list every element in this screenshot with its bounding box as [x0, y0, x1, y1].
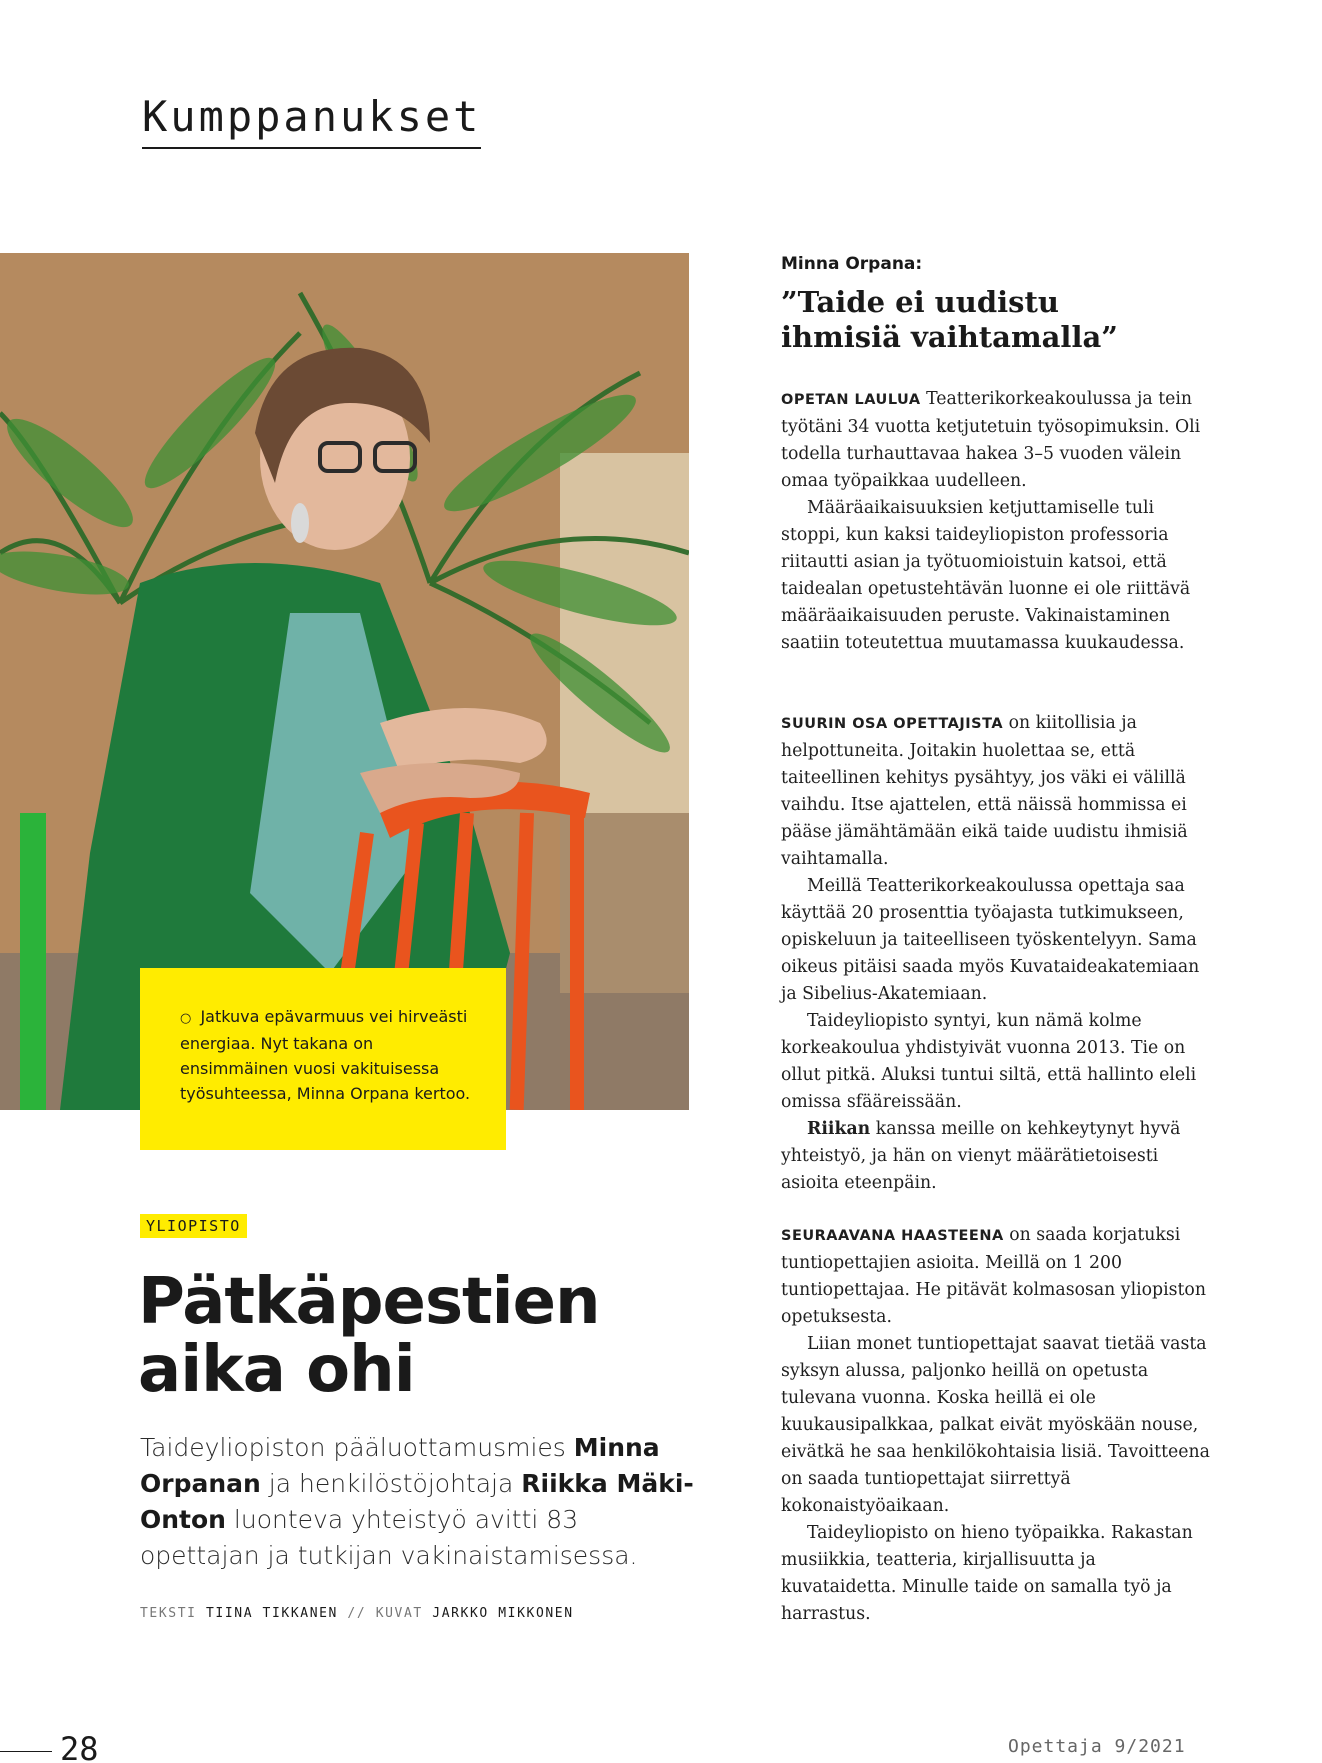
interview-block — [781, 1222, 1211, 1628]
paragraph-text: Teatterikorkeakoulussa ja tein työtäni 34 vuotta ketjutetuin työsopimuksin. Oli todella turhauttavaa hakea 3–5 vuoden välein omaa työpaikkaa uudelleen. — [781, 389, 1201, 491]
lead-in: SUURIN OSA OPETTAJISTA — [781, 716, 1004, 732]
body-paragraph — [781, 710, 1211, 873]
headline-line: Pätkäpestien — [138, 1265, 600, 1339]
byline — [140, 1606, 574, 1621]
section-title: Kumppanukset — [142, 92, 481, 149]
body-paragraph: Taideyliopisto on hieno työpaikka. Rakastan musiikkia, teatteria, kirjallisuutta ja kuvataidetta. Minulle taide on samalla työ ja harrastus. — [781, 1523, 1193, 1624]
byline-text-label: TEKSTI — [140, 1606, 206, 1621]
caption-bullet-icon: ○ — [180, 1011, 192, 1026]
interviewee-name: Minna Orpana: — [781, 254, 923, 274]
byline-separator: // — [337, 1606, 376, 1621]
byline-photo-label: KUVAT — [375, 1606, 433, 1621]
lead-in: SEURAAVANA HAASTEENA — [781, 1228, 1004, 1244]
page-number-rule — [0, 1751, 52, 1752]
lead-in: OPETAN LAULUA — [781, 392, 921, 408]
person-name: Riikan — [807, 1119, 871, 1139]
interview-block — [781, 710, 1211, 1197]
photo-caption — [180, 1004, 472, 1106]
headline-line: aika ohi — [138, 1333, 415, 1407]
interview-column — [781, 253, 1211, 1624]
body-paragraph: Liian monet tuntiopettajat saavat tietää vasta syksyn alussa, paljonko heillä on opetusta tulevana vuonna. Koska heillä ei ole kuukausipalkkaa, palkat eivät myöskään nouse, eivätkä he saa henkilökohtaisia lisiä. Tavoitteena on saada tuntiopettajat siirrettyä kokonaistyöaikaan. — [781, 1334, 1210, 1516]
magazine-issue: Opettaja 9/2021 — [1008, 1736, 1186, 1757]
paragraph-text: kanssa meille on kehkeytynyt hyvä yhteistyö, ja hän on vienyt määrätietoisesti asioita eteenpäin. — [781, 1119, 1181, 1193]
caption-text: Jatkuva epävarmuus vei hirveästi energiaa. Nyt takana on ensimmäinen vuosi vakituisessa työsuhteessa, Minna Orpana kertoo. — [180, 1007, 471, 1103]
byline-photographer: JARKKO MIKKONEN — [432, 1606, 574, 1621]
photo-caption-box — [140, 968, 506, 1150]
ingress-person-name: Riikka Mäki-Onton — [140, 1469, 694, 1534]
body-paragraph — [781, 1222, 1211, 1331]
body-paragraph: Määräaikaisuuksien ketjuttamiselle tuli stoppi, kun kaksi taideyliopiston professoria riitautti asian ja työtuomioistuin katsoi, että taidealan opetustehtävän luonne ei ole riittävä määräaikaisuuden peruste. Vakinaistaminen saatiin toteutettua muutamassa kuukaudessa. — [781, 498, 1191, 653]
body-paragraph — [781, 386, 1211, 495]
ingress-text: ja henkilöstöjohtaja — [260, 1469, 522, 1498]
interview-block — [781, 386, 1211, 657]
article-headline — [138, 1265, 658, 1407]
category-tag: YLIOPISTO — [140, 1214, 247, 1238]
body-paragraph: Taideyliopisto syntyi, kun nämä kolme korkeakoulua yhdistyivät vuonna 2013. Tie on ollut pitkä. Aluksi tuntui siltä, että hallinto eleli omissa sfääreissään. — [781, 1011, 1197, 1112]
body-paragraph — [781, 1116, 1211, 1197]
paragraph-text: on kiitollisia ja helpottuneita. Joitakin huolettaa se, että taiteellinen kehitys pysähtyy, jos väki ei välillä vaihdu. Itse ajattelen, että näissä hommissa ei pääse jämähtämään eikä taide uudistu ihmisiä vaihtamalla. — [781, 713, 1188, 869]
article-ingress — [140, 1430, 700, 1574]
page-number: 28 — [60, 1730, 99, 1763]
body-paragraph: Meillä Teatterikorkeakoulussa opettaja saa käyttää 20 prosenttia työajasta tutkimukseen, opiskeluun ja taiteelliseen työskentelyyn. Sama oikeus pitäisi saada myös Kuvataideakatemiaan ja Sibelius-Akatemiaan. — [781, 876, 1200, 1004]
ingress-text: luonteva yhteistyö avitti 83 opettajan ja tutkijan vakinaistamisessa. — [140, 1505, 638, 1570]
ingress-person-name: Minna Orpanan — [140, 1433, 660, 1498]
ingress-text: Taideyliopiston pääluottamusmies — [140, 1433, 574, 1462]
byline-author: TIINA TIKKANEN — [206, 1606, 338, 1621]
interview-quote-heading: ”Taide ei uudistu ihmisiä vaihtamalla” — [781, 285, 1118, 354]
paragraph-text: on saada korjatuksi tuntiopettajien asioita. Meillä on 1 200 tuntiopettajaa. He pitävät kolmasosan yliopiston opetuksesta. — [781, 1225, 1206, 1327]
